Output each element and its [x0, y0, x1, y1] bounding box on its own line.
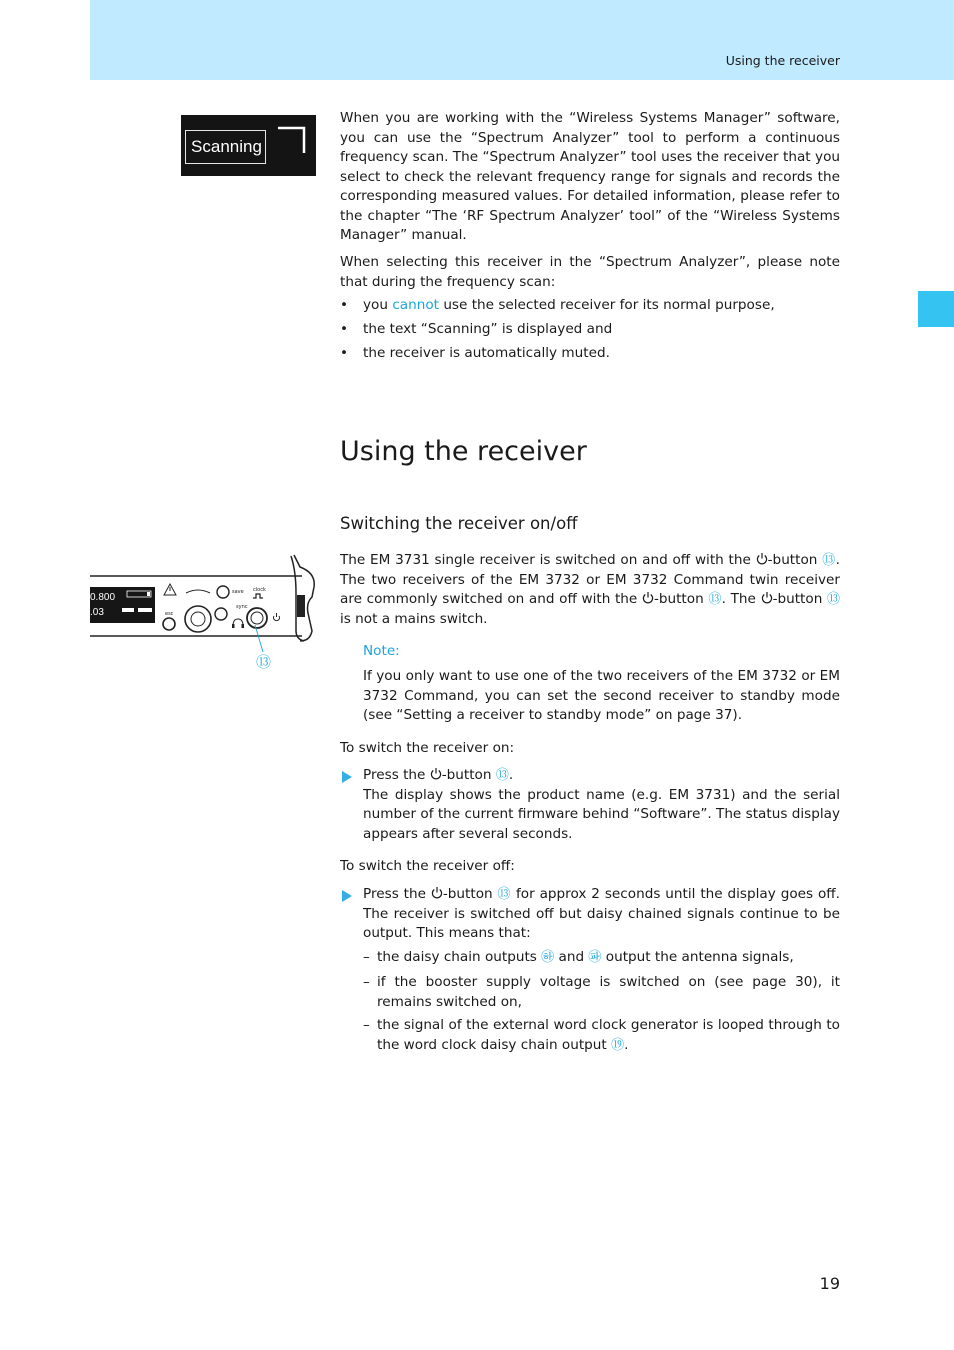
ref-13: ⑬: [826, 592, 840, 607]
section-subtitle: Switching the receiver on/off: [340, 514, 578, 533]
list-item: – if the booster supply voltage is switched on (see page 30), it remains switched on,: [363, 974, 840, 1010]
note-text: If you only want to use one of the two receivers of the EM 3732 or EM 3732 Command, you can set the second receiver to standby mode (see “Setting a receiver to standby mode” on page 37).: [363, 668, 840, 723]
power-icon: [642, 591, 654, 604]
power-icon: [431, 886, 443, 899]
cannot-emphasis: cannot: [392, 297, 439, 313]
list-item: – the signal of the external word clock generator is looped through to the word clock daisy chain output ⑲.: [363, 1017, 840, 1053]
power-icon: [756, 552, 768, 565]
scanning-display-illustration: [181, 115, 316, 176]
step-arrow-icon: [342, 771, 352, 783]
switching-paragraph: The EM 3731 single receiver is switched on and off with the -button ⑬. The two receivers of the EM 3732 or EM 3732 Command twin receiver are commonly switched on and off with the -button ⑬. The -button ⑬ is not a mains switch.: [340, 552, 840, 627]
page-number: 19: [819, 1274, 840, 1293]
intro-paragraph-2: When selecting this receiver in the “Spectrum Analyzer”, please note that during the frequency scan:: [340, 254, 840, 290]
section-title: Using the receiver: [340, 436, 587, 467]
bullet-icon: •: [340, 345, 349, 361]
svg-text:save: save: [232, 589, 244, 595]
ref-26: ㉺: [588, 950, 602, 965]
bullet-icon: •: [340, 297, 349, 313]
ref-13: ⑬: [495, 768, 509, 783]
running-header: Using the receiver: [725, 53, 840, 68]
headphone-button: [215, 608, 227, 620]
svg-text:clock: clock: [253, 587, 266, 593]
list-item: – the daisy chain outputs ㉻ and ㉺ output the antenna signals,: [363, 949, 794, 965]
scan-notes-list: [340, 296, 840, 368]
esc-button: [163, 618, 175, 630]
power-icon: [761, 591, 773, 604]
receiver-front-panel-illustration: [90, 553, 318, 673]
chapter-tab-marker: [918, 291, 954, 327]
list-item: • you cannot use the selected receiver for its normal purpose,: [340, 296, 840, 320]
bullet-icon: •: [340, 321, 349, 337]
power-icon: [430, 767, 442, 780]
ref-13: ⑬: [497, 887, 512, 902]
save-button: [217, 586, 229, 598]
scanning-label: Scanning: [191, 137, 262, 156]
switch-off-intro: To switch the receiver off:: [340, 858, 515, 874]
switch-on-step: Press the -button ⑬. The display shows the product name (e.g. EM 3731) and the serial number of the current firmware behind “Software”. The status display appears after several seconds.: [340, 766, 840, 844]
display-frequency: 0.800: [90, 592, 116, 603]
step-arrow-icon: [342, 890, 352, 902]
svg-text:sync: sync: [236, 604, 248, 610]
esc-button-label: esc: [165, 611, 174, 617]
display-channel: .03: [90, 607, 104, 618]
intro-paragraph-1: When you are working with the “Wireless Systems Manager” software, you can use the “Spectrum Analyzer” tool to perform a continuous frequency scan. The “Spectrum Analyzer” tool uses the receiver that you select to check the relevant frequency range for signals and records the corresponding measured values. For detailed information, please refer to the chapter “The ‘RF Spectrum Analyzer’ tool” of the “Wireless Systems Manager” manual.: [340, 110, 840, 243]
ref-13: ⑬: [822, 553, 836, 568]
note-label: Note:: [363, 643, 400, 659]
list-item: • the text “Scanning” is displayed and: [340, 320, 840, 344]
switch-on-detail: The display shows the product name (e.g. EM 3731) and the serial number of the current firmware behind “Software”. The status display appears after several seconds.: [363, 786, 840, 842]
header-band: [90, 0, 954, 80]
ref-27: ㉻: [541, 950, 555, 965]
switch-on-intro: To switch the receiver on:: [340, 740, 515, 756]
switch-off-step: Press the -button ⑬ for approx 2 seconds until the display goes off. The receiver is switched off but daisy chained signals continue to be output. This means that:: [340, 885, 840, 944]
ref-13: ⑬: [708, 592, 722, 607]
scanning-label-box: [185, 130, 266, 164]
display-corner-icon: [277, 124, 307, 154]
callout-13: ⑬: [256, 653, 272, 671]
list-item: • the receiver is automatically muted.: [340, 344, 840, 368]
ref-19: ⑲: [611, 1037, 625, 1053]
